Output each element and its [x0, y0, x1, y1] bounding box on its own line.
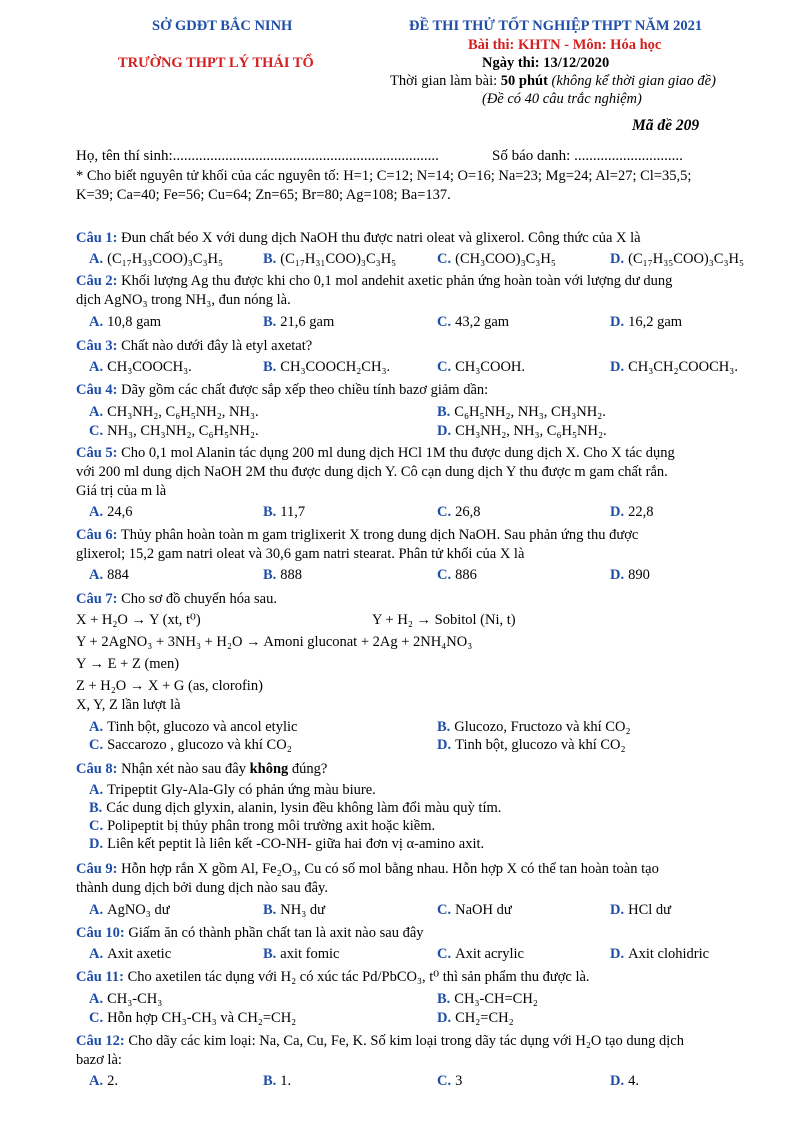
- option-4a[interactable]: A. CH₃NH₂, C₆H₅NH₂, NH₃.: [89, 404, 259, 420]
- option-3a[interactable]: A. CH₃COOCH₃.: [89, 359, 192, 375]
- option-4d[interactable]: D. CH₃NH₂, NH₃, C₆H₅NH₂.: [437, 423, 607, 439]
- option-6c[interactable]: C. 886: [437, 567, 477, 583]
- option-3b[interactable]: B. CH₃COOCH₂CH₃.: [263, 359, 391, 375]
- scheme-line-1b: Y + H₂ → Sobitol (Ni, t): [372, 612, 516, 628]
- option-9b[interactable]: B. NH₃ dư: [263, 902, 326, 918]
- question-11: Câu 11: Cho axetilen tác dụng với H₂ có xúc tác Pd/PbCO₃, t⁰ thì sản phẩm thu được là.: [76, 969, 590, 985]
- option-3c[interactable]: C. CH₃COOH.: [437, 359, 526, 375]
- option-12c[interactable]: C. 3: [437, 1073, 463, 1089]
- exam-title: ĐỀ THI THỬ TỐT NGHIỆP THPT NĂM 2021: [409, 18, 703, 34]
- option-7d[interactable]: D. Tinh bột, glucozo và khí CO₂: [437, 737, 626, 753]
- option-1c[interactable]: C. (CH₃COO)₃C₃H₅: [437, 251, 556, 267]
- option-2c[interactable]: C. 43,2 gam: [437, 314, 510, 330]
- question-8: Câu 8: Nhận xét nào sau đây không đúng?: [76, 761, 328, 777]
- option-1b[interactable]: B. (C₁₇H₃₁COO)₃C₃H₅: [263, 251, 397, 267]
- scheme-line-5: X, Y, Z lần lượt là: [76, 697, 181, 713]
- question-1: Câu 1: Đun chất béo X với dung dịch NaOH thu được natri oleat và glixerol. Công thức của X là: [76, 230, 641, 246]
- option-5a[interactable]: A. 24,6: [89, 504, 133, 520]
- question-4: Câu 4: Dãy gồm các chất được sắp xếp theo chiều tính bazơ giảm dần:: [76, 382, 489, 398]
- atomic-mass-note-cont: K=39; Ca=40; Fe=56; Cu=64; Zn=65; Br=80; Ag=108; Ba=137.: [76, 187, 451, 203]
- option-8a[interactable]: A. Tripeptit Gly-Ala-Gly có phản ứng màu biure.: [89, 782, 376, 798]
- option-2b[interactable]: B. 21,6 gam: [263, 314, 335, 330]
- exam-duration: Thời gian làm bài: 50 phút (không kể thời gian giao đề): [390, 73, 716, 89]
- question-12-cont: bazơ là:: [76, 1052, 122, 1068]
- option-3d[interactable]: D. CH₃CH₂COOCH₃.: [610, 359, 738, 375]
- exam-subject: Bài thi: KHTN - Môn: Hóa học: [468, 37, 662, 53]
- option-9d[interactable]: D. HCl dư: [610, 902, 672, 918]
- option-10a[interactable]: A. Axit axetic: [89, 946, 172, 962]
- option-7a[interactable]: A. Tinh bột, glucozo và ancol etylic: [89, 719, 298, 735]
- question-9-cont: thành dung dịch bởi dung dịch nào sau đây.: [76, 880, 328, 896]
- question-3: Câu 3: Chất nào dưới đây là etyl axetat?: [76, 338, 313, 354]
- option-4b[interactable]: B. C₆H₅NH₂, NH₃, CH₃NH₂.: [437, 404, 606, 420]
- question-5: Câu 5: Cho 0,1 mol Alanin tác dụng 200 ml dung dịch HCl 1M thu được dung dịch X. Cho X tác dụng: [76, 445, 675, 461]
- scheme-line-4: Z + H₂O → X + G (as, clorofin): [76, 678, 263, 694]
- option-12b[interactable]: B. 1.: [263, 1073, 292, 1089]
- scheme-line-3: Y → E + Z (men): [76, 656, 180, 672]
- option-4c[interactable]: C. NH₃, CH₃NH₂, C₆H₅NH₂.: [89, 423, 259, 439]
- option-11c[interactable]: C. Hỗn hợp CH₃-CH₃ và CH₂=CH₂: [89, 1010, 297, 1026]
- question-6-cont: glixerol; 15,2 gam natri oleat và 30,6 gam natri stearat. Phân tử khối của X là: [76, 546, 525, 562]
- option-10b[interactable]: B. axit fomic: [263, 946, 340, 962]
- option-9c[interactable]: C. NaOH dư: [437, 902, 512, 918]
- option-5c[interactable]: C. 26,8: [437, 504, 481, 520]
- question-count-note: (Đề có 40 câu trắc nghiệm): [482, 91, 642, 107]
- option-6d[interactable]: D. 890: [610, 567, 650, 583]
- option-8c[interactable]: C. Polipeptit bị thủy phân trong môi trường axit hoặc kiềm.: [89, 818, 436, 834]
- option-10d[interactable]: D. Axit clohidric: [610, 946, 710, 962]
- option-6b[interactable]: B. 888: [263, 567, 303, 583]
- option-5d[interactable]: D. 22,8: [610, 504, 654, 520]
- option-11d[interactable]: D. CH₂=CH₂: [437, 1010, 514, 1026]
- option-12a[interactable]: A. 2.: [89, 1073, 118, 1089]
- option-6a[interactable]: A. 884: [89, 567, 129, 583]
- question-9: Câu 9: Hỗn hợp rắn X gồm Al, Fe₂O₃, Cu có số mol bằng nhau. Hỗn hợp X có thể tan hoàn toàn tạo: [76, 861, 659, 877]
- question-2: Câu 2: Khối lượng Ag thu được khi cho 0,1 mol andehit axetic phản ứng hoàn toàn với lượng dư dung: [76, 273, 673, 289]
- question-5-cont2: Giá trị của m là: [76, 483, 167, 499]
- option-11b[interactable]: B. CH₃-CH=CH₂: [437, 991, 538, 1007]
- option-8b[interactable]: B. Các dung dịch glyxin, alanin, lysin đều không làm đổi màu quỳ tím.: [89, 800, 502, 816]
- question-7: Câu 7: Cho sơ đồ chuyển hóa sau.: [76, 591, 277, 607]
- school-name: TRƯỜNG THPT LÝ THÁI TỔ: [118, 55, 314, 71]
- option-11a[interactable]: A. CH₃-CH₃: [89, 991, 163, 1007]
- question-12: Câu 12: Cho dãy các kim loại: Na, Ca, Cu, Fe, K. Số kim loại trong dãy tác dụng với H₂O tạo dung dịch: [76, 1033, 684, 1049]
- option-8d[interactable]: D. Liên kết peptit là liên kết -CO-NH- giữa hai đơn vị α-amino axit.: [89, 836, 485, 852]
- option-2a[interactable]: A. 10,8 gam: [89, 314, 162, 330]
- exam-date: Ngày thi: 13/12/2020: [482, 55, 610, 71]
- option-10c[interactable]: C. Axit acrylic: [437, 946, 524, 962]
- question-2-cont: dịch AgNO₃ trong NH₃, đun nóng là.: [76, 292, 291, 308]
- option-7b[interactable]: B. Glucozo, Fructozo và khí CO₂: [437, 719, 631, 735]
- student-name-line: Họ, tên thí sinh:.......................................................................: [76, 148, 439, 164]
- exam-code: Mã đề 209: [632, 117, 700, 134]
- scheme-line-1a: X + H₂O → Y (xt, t⁰): [76, 612, 201, 628]
- option-12d[interactable]: D. 4.: [610, 1073, 639, 1089]
- atomic-mass-note: * Cho biết nguyên tử khối của các nguyên tố: H=1; C=12; N=14; O=16; Na=23; Mg=24; Al=27; Cl=35,5;: [76, 168, 692, 184]
- option-1d[interactable]: D. (C₁₇H₃₅COO)₃C₃H₅: [610, 251, 745, 267]
- department-name: SỞ GDĐT BẮC NINH: [152, 18, 293, 34]
- option-2d[interactable]: D. 16,2 gam: [610, 314, 683, 330]
- question-10: Câu 10: Giấm ăn có thành phần chất tan là axit nào sau đây: [76, 925, 424, 941]
- option-7c[interactable]: C. Saccarozo , glucozo và khí CO₂: [89, 737, 292, 753]
- option-9a[interactable]: A. AgNO₃ dư: [89, 902, 170, 918]
- question-6: Câu 6: Thủy phân hoàn toàn m gam triglixerit X trong dung dịch NaOH. Sau phản ứng thu được: [76, 527, 639, 543]
- option-5b[interactable]: B. 11,7: [263, 504, 306, 520]
- option-1a[interactable]: A. (C₁₇H₃₃COO)₃C₃H₅: [89, 251, 224, 267]
- scheme-line-2: Y + 2AgNO₃ + 3NH₃ + H₂O → Amoni gluconat + 2Ag + 2NH₄NO₃: [76, 634, 473, 650]
- question-5-cont: với 200 ml dung dịch NaOH 2M thu được dung dịch Y. Cô cạn dung dịch Y thu được m gam chất rắn.: [76, 464, 668, 480]
- student-id-line: Số báo danh: .............................: [492, 148, 683, 164]
